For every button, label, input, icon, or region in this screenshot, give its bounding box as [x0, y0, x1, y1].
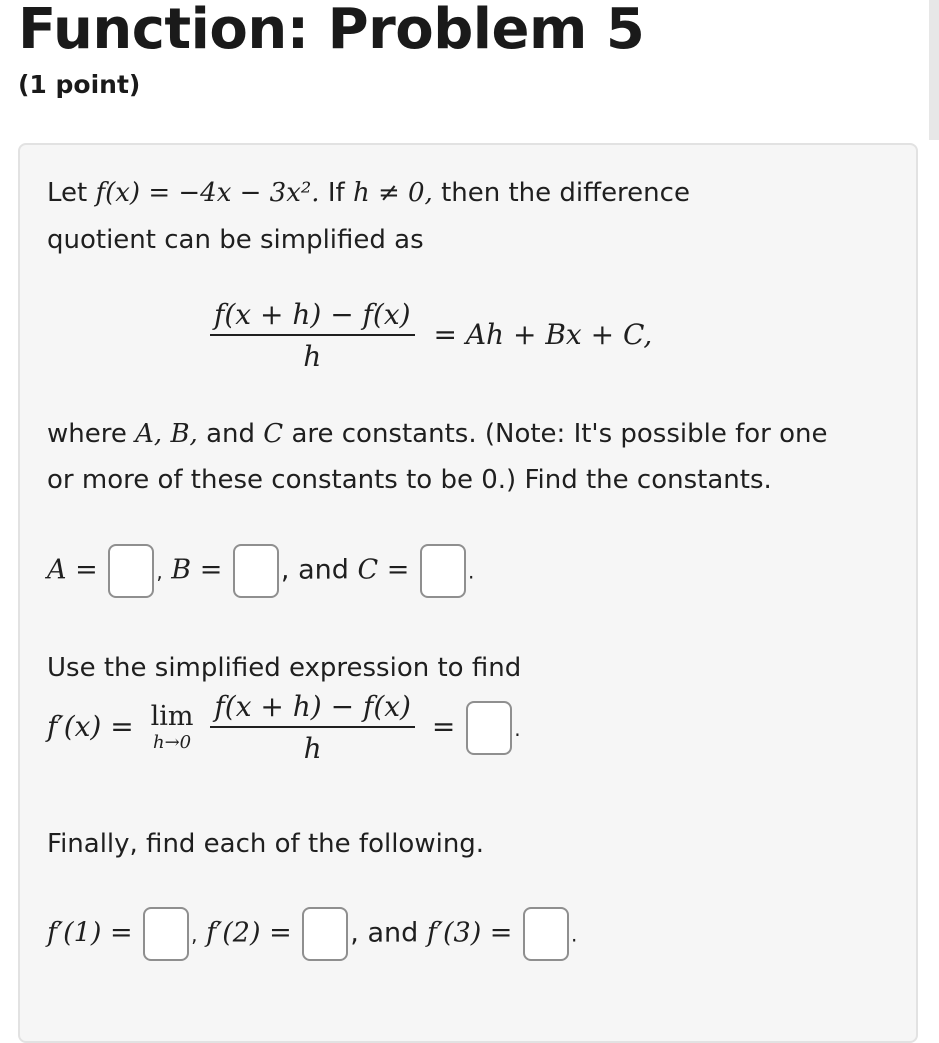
difference-quotient-equation [210, 298, 652, 374]
intro-rest: then the difference [441, 178, 690, 208]
label-fp3: f′(3) = [426, 917, 513, 949]
and-text: , and [280, 554, 349, 586]
use-expression-line: Use the simplified expression to find [47, 653, 522, 683]
finally-line: Finally, find each of the following. [47, 829, 485, 859]
scrollbar[interactable] [929, 0, 939, 140]
intro-let: Let [47, 178, 88, 208]
where-A: A, [135, 419, 163, 449]
limit-subscript: h→0 [153, 732, 192, 753]
answer-input-A[interactable] [108, 544, 154, 598]
dq-right-side: = Ah + Bx + C, [433, 318, 653, 351]
page-title: Function: Problem 5 [18, 0, 645, 62]
label-fp1: f′(1) = [47, 917, 133, 949]
where-line-1 [47, 417, 828, 451]
derivative-fraction [210, 690, 415, 766]
limit-operator [151, 702, 194, 754]
h-condition: h ≠ 0, [352, 178, 433, 208]
derivative-values-row [47, 907, 577, 961]
and-text: , and [350, 917, 419, 949]
limit-word: lim [150, 701, 194, 732]
where-C: C [263, 419, 284, 449]
answer-input-derivative[interactable] [466, 701, 512, 755]
where-line-2: or more of these constants to be 0.) Find the constants. [47, 465, 772, 495]
answer-input-fp1[interactable] [143, 907, 189, 961]
period-sep: . [514, 717, 521, 741]
dq-denominator: h [210, 334, 415, 374]
intro-line-2: quotient can be simplified as [47, 225, 424, 255]
label-B: B = [171, 554, 223, 586]
label-fp2: f′(2) = [206, 917, 292, 949]
derivative-equals: = [431, 710, 456, 743]
derivative-denominator: h [210, 726, 415, 766]
answer-input-C[interactable] [420, 544, 466, 598]
label-C: C = [357, 554, 410, 586]
answer-input-fp2[interactable] [302, 907, 348, 961]
where-and: and [206, 419, 255, 449]
period-sep: . [571, 922, 578, 947]
comma-sep: , [156, 559, 163, 584]
function-definition: f(x) = −4x − 3x². [95, 178, 320, 208]
intro-if: If [327, 178, 345, 208]
where-text-2: are constants. (Note: It's possible for one [291, 419, 828, 449]
answer-input-B[interactable] [233, 544, 279, 598]
points-label: (1 point) [18, 70, 141, 99]
derivative-numerator: f(x + h) − f(x) [214, 690, 411, 723]
intro-line-1 [47, 176, 690, 210]
derivative-limit-equation [47, 690, 521, 766]
derivative-lhs: f′(x) = [47, 710, 134, 743]
period-sep: . [467, 559, 475, 584]
difference-quotient-fraction [210, 298, 415, 374]
where-text-1: where [47, 419, 127, 449]
label-A: A = [47, 554, 98, 586]
comma-sep: , [191, 922, 198, 947]
where-B: B, [170, 419, 198, 449]
constants-answer-row [47, 544, 474, 598]
dq-numerator: f(x + h) − f(x) [214, 298, 411, 331]
answer-input-fp3[interactable] [523, 907, 569, 961]
